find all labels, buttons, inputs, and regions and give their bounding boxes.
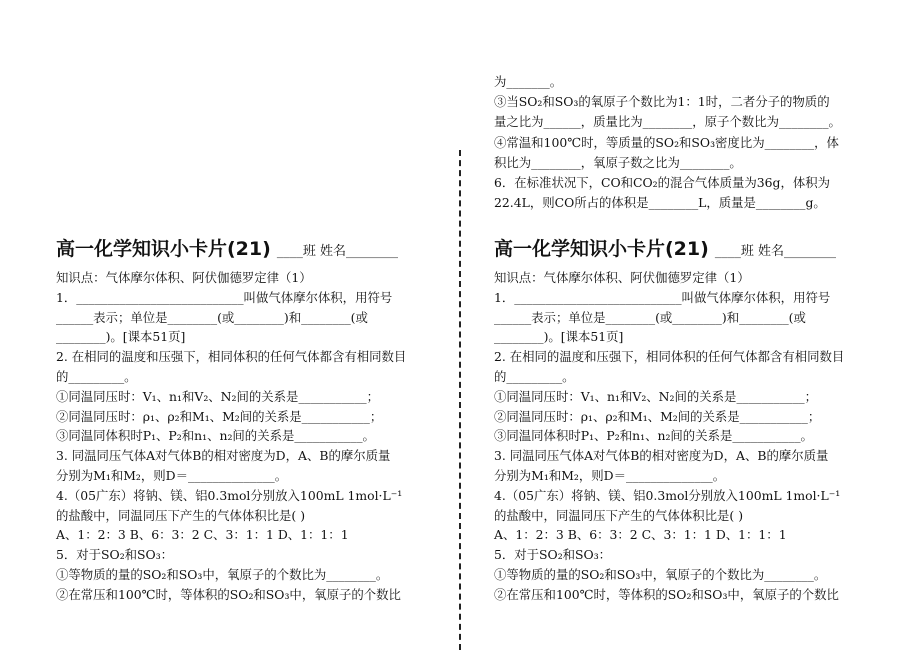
text-line: 2. 在相同的温度和压强下，相同体积的任何气体都含有相同数目 [494,349,845,365]
text-line: ______表示；单位是________(或________)和________(或 [494,309,806,325]
text-line: ④常温和100℃时，等质量的SO₂和SO₃密度比为________，体 [494,134,839,150]
card-title-text: 高一化学知识小卡片(21) [494,238,709,260]
text-line: 6．在标准状况下，CO和CO₂的混合气体质量为36g，体积为 [494,175,831,190]
text-line: 的_________。 [494,369,575,384]
text-line: A、1：2：3 B、6：3：2 C、3：1：1 D、1：1：1 [56,527,349,543]
card-title [494,236,894,265]
text-line: ________)。[课本51页] [494,329,624,345]
text-line: 3. 同温同压气体A对气体B的相对密度为D，A、B的摩尔质量 [56,448,391,464]
text-line: 分别为M₁和M₂，则D＝______________。 [494,468,726,483]
text-line: 4.（05广东）将钠、镁、铝0.3mol分别放入100mL 1mol·L⁻¹ [494,487,841,503]
class-name-field: ____班 姓名________ [276,244,398,259]
text-line: 3. 同温同压气体A对气体B的相对密度为D，A、B的摩尔质量 [494,448,829,464]
text-line: 22.4L，则CO所占的体积是________L，质量是________g。 [494,195,826,211]
text-line: ②同温同压时：ρ₁、ρ₂和M₁、M₂间的关系是___________； [56,408,383,424]
fold-divider [459,150,461,650]
text-line: 分别为M₁和M₂，则D＝______________。 [56,468,288,483]
text-line: 知识点：气体摩尔体积、阿伏伽德罗定律（1） [56,270,312,285]
text-line: ①等物质的量的SO₂和SO₃中，氧原子的个数比为________。 [56,567,389,582]
text-line: 量之比为______，质量比为________，原子个数比为________。 [494,114,841,130]
text-line: 4.（05广东）将钠、镁、铝0.3mol分别放入100mL 1mol·L⁻¹ [56,487,403,503]
text-line: ③同温同体积时P₁、P₂和n₁、n₂间的关系是___________。 [56,428,375,444]
text-line: ③当SO₂和SO₃的氧原子个数比为1：1时，二者分子的物质的 [494,94,830,110]
text-line: 1．___________________________叫做气体摩尔体积，用符号 [56,289,393,305]
text-line: ②在常压和100℃时，等体积的SO₂和SO₃中，氧原子的个数比 [56,586,401,602]
text-line: 5．对于SO₂和SO₃： [494,547,612,563]
text-line: ③同温同体积时P₁、P₂和n₁、n₂间的关系是___________。 [494,428,813,444]
text-line: ①同温同压时：V₁、n₁和V₂、N₂间的关系是___________； [56,388,379,404]
text-line: A、1：2：3 B、6：3：2 C、3：1：1 D、1：1：1 [494,527,787,543]
card-title-text: 高一化学知识小卡片(21) [56,238,271,260]
text-line: 积比为________，氧原子数之比为________。 [494,154,742,170]
text-line: ①等物质的量的SO₂和SO₃中，氧原子的个数比为________。 [494,567,827,582]
text-line: 5．对于SO₂和SO₃： [56,547,174,563]
text-line: 知识点：气体摩尔体积、阿伏伽德罗定律（1） [494,270,750,285]
text-line: 为_______。 [494,74,563,89]
text-line: 的盐酸中，同温同压下产生的气体体积比是( ) [56,507,306,523]
text-line: 1．___________________________叫做气体摩尔体积，用符号 [494,289,831,305]
text-line: 2. 在相同的温度和压强下，相同体积的任何气体都含有相同数目 [56,349,407,365]
text-line: ______表示；单位是________(或________)和________(或 [56,309,368,325]
card-title [56,236,456,265]
text-line: 的盐酸中，同温同压下产生的气体体积比是( ) [494,507,744,523]
text-line: ①同温同压时：V₁、n₁和V₂、N₂间的关系是___________； [494,388,817,404]
text-line: 的_________。 [56,369,137,384]
class-name-field: ____班 姓名________ [714,244,836,259]
text-line: ②在常压和100℃时，等体积的SO₂和SO₃中，氧原子的个数比 [494,586,839,602]
text-line: ②同温同压时：ρ₁、ρ₂和M₁、M₂间的关系是___________； [494,408,821,424]
text-line: ________)。[课本51页] [56,329,186,345]
